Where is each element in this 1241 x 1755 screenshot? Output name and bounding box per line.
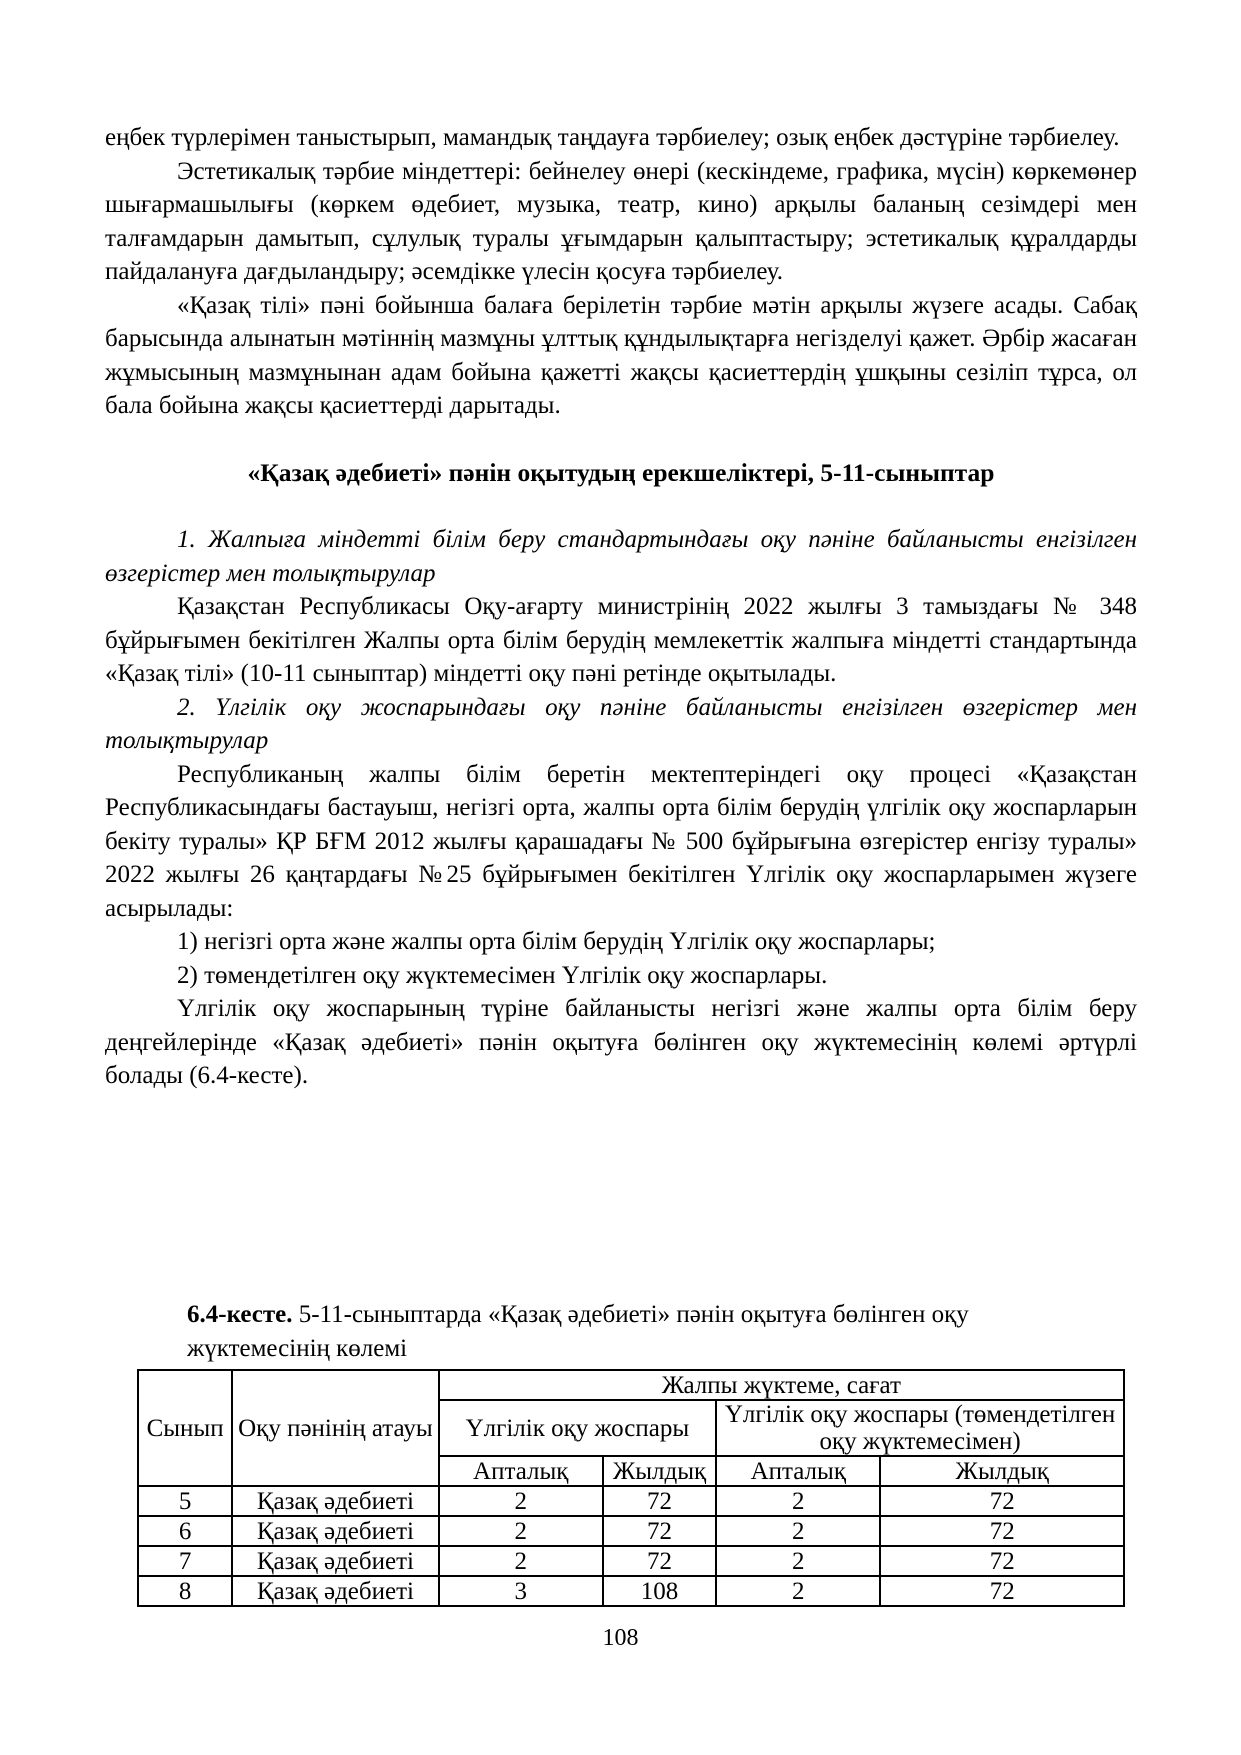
cell-yearly-reduced: 72: [880, 1546, 1124, 1576]
table-caption-text: 5-11-сыныптарда «Қазақ әдебиеті» пәнін оқытуға бөлінген оқу жүктемесінің көлемі: [187, 1301, 969, 1362]
table-caption-number: 6.4-кесте.: [187, 1301, 293, 1328]
paragraph-curriculum-plans: Республиканың жалпы білім беретін мектептеріндегі оқу процесі «Қазақстан Республикасындағы бастауыш, негізгі орта, жалпы орта білім берудің үлгілік оқу жоспарларын бекіту туралы» ҚР БҒМ 2012 жылғы қарашадағы № 500 бұйрығына өзгерістер енгізу туралы» 2022 жылғы 26 қаңтардағы №25 бұйрығымен бекітілген Үлгілік оқу жоспарларымен жүзеге асырылады:: [105, 760, 1137, 922]
header-cell-yearly-2: Жылдық: [880, 1456, 1124, 1486]
cell-subject: Қазақ әдебиеті: [232, 1516, 438, 1546]
cell-yearly-reduced: 72: [880, 1486, 1124, 1516]
header-cell-reduced-plan: Үлгілік оқу жоспары (төмендетілген оқу жүктемесімен): [716, 1400, 1124, 1456]
body-text-block: [105, 121, 1137, 1093]
cell-weekly-standard: 3: [439, 1576, 603, 1606]
cell-grade: 5: [138, 1486, 232, 1516]
cell-weekly-standard: 2: [439, 1516, 603, 1546]
header-cell-subject: Оқу пәнінің атауы: [232, 1370, 438, 1486]
header-cell-weekly-1: Апталық: [439, 1456, 603, 1486]
cell-grade: 8: [138, 1576, 232, 1606]
subsection-heading-1: 1. Жалпыға міндетті білім беру стандартындағы оқу пәніне байланысты енгізілген өзгерістер мен толықтырулар: [105, 526, 1137, 587]
cell-yearly-reduced: 72: [880, 1516, 1124, 1546]
header-cell-weekly-2: Апталық: [716, 1456, 880, 1486]
cell-yearly-standard: 72: [603, 1546, 716, 1576]
paragraph-order-348: Қазақстан Республикасы Оқу-ағарту министрінің 2022 жылғы 3 тамыздағы № 348 бұйрығымен бекітілген Жалпы орта білім берудің мемлекеттік жалпыға міндетті стандартында «Қазақ тілі» (10-11 сыныптар) міндетті оқу пәні ретінде оқытылады.: [105, 593, 1137, 687]
cell-yearly-standard: 72: [603, 1486, 716, 1516]
table-row-grade-7: [138, 1546, 1124, 1576]
table-row-grade-8: [138, 1576, 1124, 1606]
paragraph-continued: еңбек түрлерімен таныстырып, мамандық таңдауға тәрбиелеу; озық еңбек дәстүріне тәрбиелеу.: [105, 124, 1120, 151]
page-number: 108: [602, 1625, 639, 1651]
paragraph-kazakh-language: «Қазақ тілі» пәні бойынша балаға берілетін тәрбие мәтін арқылы жүзеге асады. Сабақ барысында алынатын мәтіннің мазмұны ұлттық құндылықтарға негізделуі қажет. Әрбір жасаған жұмысының мазмұнынан адам бойына қажетті жақсы қасиеттердің ұшқыны сезіліп тұрса, ол бала бойына жақсы қасиеттерді дарытады.: [105, 291, 1137, 419]
header-cell-standard-plan: Үлгілік оқу жоспары: [439, 1400, 717, 1456]
subsection-heading-2: 2. Үлгілік оқу жоспарындағы оқу пәніне байланысты енгізілген өзгерістер мен толықтырулар: [105, 693, 1137, 754]
cell-weekly-reduced: 2: [716, 1486, 880, 1516]
table-header-row-1: [138, 1370, 1124, 1400]
list-item-2: 2) төмендетілген оқу жүктемесімен Үлгілік оқу жоспарлары.: [177, 961, 828, 989]
paragraph-aesthetic-education: Эстетикалық тәрбие міндеттері: бейнелеу өнері (кескіндеме, графика, мүсін) көркемөнер шығармашылығы (көркем өдебиет, музыка, театр, кино) арқылы баланың сезімдері мен талғамдарын дамытып, сұлулық туралы ұғымдарын қалыптастыру; эстетикалық құралдарды пайдалануға дағдыландыру; әсемдікке үлесін қосуға тәрбиелеу.: [105, 157, 1137, 285]
section-heading: «Қазақ әдебиеті» пәнін оқытудың ерекшеліктері, 5-11-сыныптар: [247, 457, 995, 487]
cell-subject: Қазақ әдебиеті: [232, 1546, 438, 1576]
cell-yearly-standard: 108: [603, 1576, 716, 1606]
cell-weekly-reduced: 2: [716, 1576, 880, 1606]
paragraph-workload-intro: Үлгілік оқу жоспарының түріне байланысты негізгі және жалпы орта білім беру деңгейлерінде «Қазақ әдебиеті» пәнін оқытуға бөлінген оқу жүктемесінің көлемі әртүрлі болады (6.4-кесте).: [105, 995, 1137, 1089]
header-cell-yearly-1: Жылдық: [603, 1456, 716, 1486]
table-row-grade-6: [138, 1516, 1124, 1546]
table-caption: [187, 1298, 1069, 1365]
cell-subject: Қазақ әдебиеті: [232, 1486, 438, 1516]
cell-weekly-reduced: 2: [716, 1516, 880, 1546]
list-item-1: 1) негізгі орта және жалпы орта білім берудің Үлгілік оқу жоспарлары;: [177, 928, 936, 955]
table-row-grade-5: [138, 1486, 1124, 1516]
cell-weekly-standard: 2: [439, 1486, 603, 1516]
cell-weekly-reduced: 2: [716, 1546, 880, 1576]
header-cell-total-load: Жалпы жүктеме, сағат: [439, 1370, 1124, 1400]
cell-subject: Қазақ әдебиеті: [232, 1576, 438, 1606]
header-cell-class: Сынып: [138, 1370, 232, 1486]
cell-yearly-standard: 72: [603, 1516, 716, 1546]
cell-yearly-reduced: 72: [880, 1576, 1124, 1606]
workload-table: [137, 1369, 1125, 1607]
cell-grade: 6: [138, 1516, 232, 1546]
cell-weekly-standard: 2: [439, 1546, 603, 1576]
cell-grade: 7: [138, 1546, 232, 1576]
table-section: [105, 1298, 1241, 1607]
